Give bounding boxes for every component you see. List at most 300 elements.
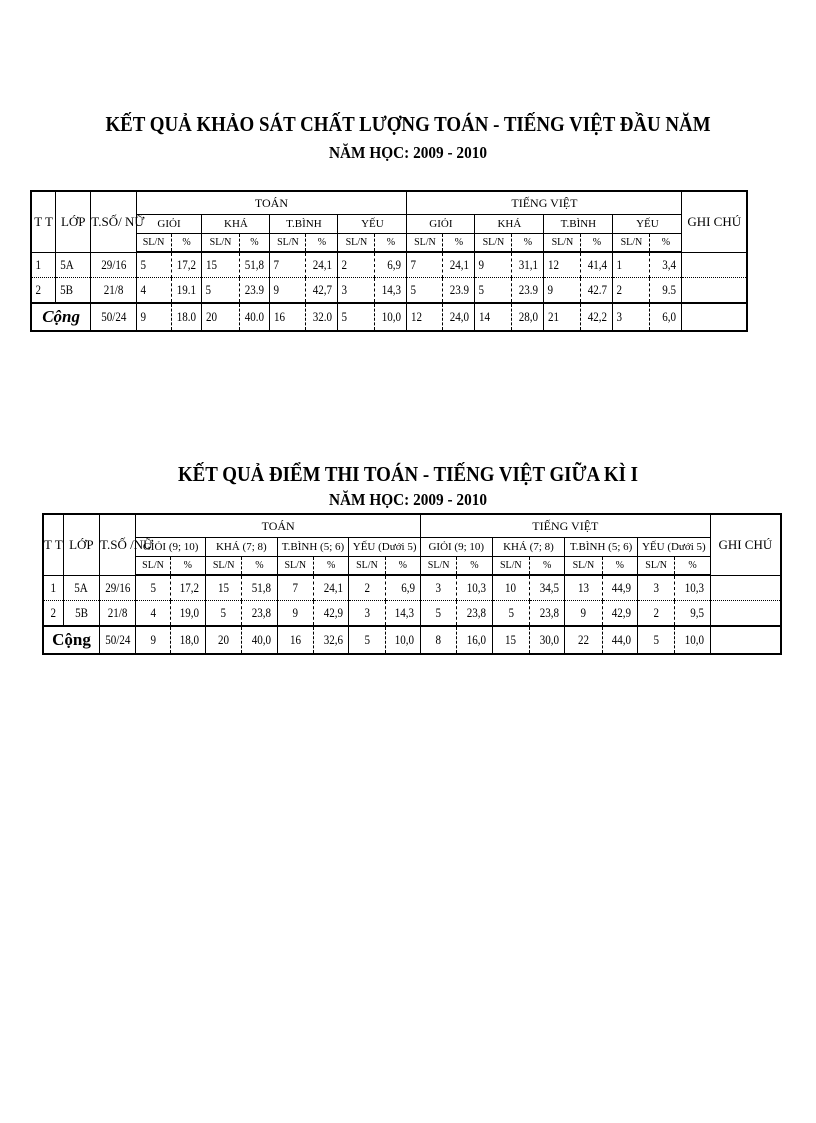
percent-cell (306, 252, 338, 278)
cell-value: 42,9 (323, 605, 343, 620)
percent-cell (385, 626, 420, 654)
count-cell (136, 575, 170, 601)
percent-header: % (242, 557, 277, 576)
cell-value: 10,0 (394, 632, 415, 647)
row-total (91, 252, 136, 278)
row-index (43, 601, 63, 627)
cell-value: 15 (206, 257, 218, 272)
cell-value: 30,0 (539, 632, 559, 647)
count-cell (407, 303, 443, 331)
cell-value: 42,7 (312, 282, 332, 297)
cell-value: 9.5 (662, 282, 677, 297)
level-header-row (43, 538, 781, 557)
math-group-header: TOÁN (136, 191, 407, 215)
cell-value: 5 (140, 257, 146, 272)
notes-cell (710, 626, 781, 654)
count-cell (475, 303, 512, 331)
count-cell (613, 252, 650, 278)
survey1-subtitle: NĂM HỌC: 2009 - 2010 (328, 143, 488, 162)
percent-header: % (581, 234, 613, 253)
row-class (56, 252, 91, 278)
survey2-title: KẾT QUẢ ĐIỂM THI TOÁN - TIẾNG VIỆT GIỮA KÌ I (177, 462, 639, 486)
cell-value: 18.0 (176, 309, 196, 324)
row-class (63, 601, 99, 627)
percent-cell (457, 601, 492, 627)
count-header: SL/N (136, 234, 171, 253)
percent-cell (375, 303, 407, 331)
col-tt-header: T T (43, 514, 63, 575)
row-index-value: 1 (50, 579, 57, 595)
col-notes-header: GHI CHÚ (710, 514, 781, 575)
percent-cell (602, 626, 637, 654)
survey2-table (42, 513, 782, 655)
count-cell (205, 626, 241, 654)
percent-header: % (306, 234, 338, 253)
col-class-header: LỚP (56, 191, 91, 252)
cell-value: 22 (577, 632, 589, 647)
level-header: KHÁ (7; 8) (492, 538, 565, 557)
count-header: SL/N (349, 557, 385, 576)
cell-value: 10,3 (466, 580, 486, 595)
cell-value: 3,4 (662, 257, 677, 272)
level-header: T.BÌNH (5; 6) (277, 538, 349, 557)
count-cell (277, 575, 313, 601)
percent-cell (306, 303, 338, 331)
percent-cell (306, 278, 338, 304)
cell-value: 15 (505, 632, 517, 647)
percent-header: % (650, 234, 682, 253)
cell-value: 2 (364, 580, 370, 595)
count-cell (136, 252, 171, 278)
percent-cell (512, 252, 544, 278)
cell-value: 3 (435, 580, 442, 595)
header-row (31, 191, 747, 215)
row-class-value: 5A (74, 579, 89, 595)
cell-value: 2 (341, 257, 348, 272)
cell-value: 24,1 (312, 257, 332, 272)
percent-cell (385, 601, 420, 627)
percent-cell (581, 252, 613, 278)
percent-cell (457, 626, 492, 654)
col-total-header: T.SỐ/ NỮ (91, 191, 136, 252)
cell-value: 9 (150, 632, 156, 647)
level-header: T.BÌNH (5; 6) (565, 538, 638, 557)
count-cell (338, 278, 375, 304)
percent-cell (242, 626, 277, 654)
percent-cell (529, 601, 564, 627)
level-header: GIỎI (136, 215, 202, 234)
cell-value: 40,0 (251, 632, 271, 647)
cell-value: 9 (547, 282, 554, 297)
count-header: SL/N (637, 557, 674, 576)
cell-value: 16 (274, 309, 286, 324)
count-header: SL/N (277, 557, 313, 576)
cell-value: 6,9 (387, 257, 402, 272)
cell-value: 32,6 (323, 632, 343, 647)
percent-cell (170, 601, 205, 627)
cell-value: 5 (364, 632, 370, 647)
cell-value: 5 (508, 605, 514, 620)
total-row (31, 303, 747, 331)
count-header: SL/N (492, 557, 529, 576)
cell-value: 16,0 (466, 632, 486, 647)
percent-cell (581, 303, 613, 331)
cell-value: 9,5 (690, 605, 705, 620)
cell-value: 17,2 (179, 580, 200, 595)
level-header: KHÁ (475, 215, 544, 234)
row-total (100, 601, 136, 627)
cell-value: 42.7 (587, 282, 607, 297)
table-row (31, 278, 747, 304)
count-cell (205, 575, 241, 601)
level-header: YẾU (Dưới 5) (349, 538, 421, 557)
cell-value: 14,3 (381, 282, 401, 297)
percent-header: % (171, 234, 202, 253)
row-class-value: 5B (74, 605, 88, 620)
cell-value: 5 (150, 580, 156, 595)
cell-value: 20 (218, 632, 230, 647)
level-header: YẾU (Dưới 5) (637, 538, 710, 557)
cell-value: 13 (577, 580, 589, 595)
row-class-value: 5A (60, 256, 74, 272)
table-row (31, 252, 747, 278)
percent-cell (443, 252, 475, 278)
count-header: SL/N (205, 557, 241, 576)
count-header: SL/N (338, 234, 375, 253)
percent-header: % (313, 557, 348, 576)
percent-cell (457, 575, 492, 601)
cell-value: 5 (653, 632, 659, 647)
percent-cell (242, 601, 277, 627)
header-row (43, 514, 781, 538)
count-cell (613, 278, 650, 304)
cell-value: 10,0 (381, 309, 401, 324)
cell-value: 3 (653, 580, 659, 595)
cell-value: 4 (140, 282, 146, 297)
cell-value: 34,5 (539, 580, 559, 595)
level-header: GIỎI (9; 10) (420, 538, 492, 557)
count-cell (637, 601, 674, 627)
cell-value: 16 (289, 632, 301, 647)
percent-header: % (602, 557, 637, 576)
count-cell (565, 601, 602, 627)
level-header: KHÁ (7; 8) (205, 538, 277, 557)
total-label (31, 303, 91, 331)
count-cell (277, 626, 313, 654)
count-header: SL/N (136, 557, 170, 576)
col-tt-header: T T (31, 191, 56, 252)
cell-value: 5 (205, 282, 212, 297)
level-header: T.BÌNH (270, 215, 338, 234)
cell-value: 10 (505, 580, 517, 595)
unit-header-row (43, 557, 781, 576)
count-cell (270, 278, 306, 304)
cell-value: 23,8 (539, 605, 559, 620)
percent-header: % (170, 557, 205, 576)
survey2-subtitle: NĂM HỌC: 2009 - 2010 (328, 490, 488, 509)
cell-value: 20 (206, 309, 218, 324)
count-cell (492, 626, 529, 654)
cell-value: 24,0 (449, 309, 469, 324)
percent-cell (650, 252, 682, 278)
total-label-text: Cộng (52, 630, 91, 649)
cell-value: 3 (364, 605, 370, 620)
cell-value: 17,2 (176, 257, 196, 272)
count-cell (349, 601, 385, 627)
percent-cell (512, 278, 544, 304)
cell-value: 1 (616, 257, 623, 272)
count-cell (565, 575, 602, 601)
percent-cell (512, 303, 544, 331)
level-header: GIỎI (407, 215, 475, 234)
percent-cell (581, 278, 613, 304)
level-header: T.BÌNH (544, 215, 613, 234)
percent-cell (529, 626, 564, 654)
total-count (91, 303, 136, 331)
total-row (43, 626, 781, 654)
count-cell (270, 252, 306, 278)
cell-value: 24,1 (323, 580, 343, 595)
count-header: SL/N (565, 557, 602, 576)
cell-value: 44,0 (611, 632, 632, 647)
notes-cell (682, 278, 747, 304)
row-total-value: 21/8 (103, 282, 124, 297)
percent-header: % (239, 234, 270, 253)
percent-cell (375, 278, 407, 304)
row-total (100, 575, 136, 601)
cell-value: 8 (435, 632, 442, 647)
count-cell (338, 252, 375, 278)
level-header: YẾU (338, 215, 407, 234)
vietnamese-group-header: TIẾNG VIỆT (407, 191, 682, 215)
cell-value: 40.0 (244, 309, 264, 324)
cell-value: 12 (548, 257, 560, 272)
percent-cell (239, 252, 270, 278)
cell-value: 9 (478, 257, 485, 272)
cell-value: 7 (273, 257, 280, 272)
count-cell (136, 601, 170, 627)
count-header: SL/N (270, 234, 306, 253)
count-cell (407, 278, 443, 304)
col-total-header: T.SỐ /NỮ (100, 514, 136, 575)
percent-cell (313, 626, 348, 654)
total-count-value: 50/24 (100, 309, 126, 324)
count-cell (544, 252, 581, 278)
cell-value: 9 (273, 282, 280, 297)
row-class (56, 278, 91, 304)
row-index (31, 278, 56, 304)
survey1-title: KẾT QUẢ KHẢO SÁT CHẤT LƯỢNG TOÁN - TIẾNG VIỆT ĐẦU NĂM (105, 112, 711, 136)
total-label (43, 626, 100, 654)
row-total-value: 29/16 (105, 579, 131, 595)
count-header: SL/N (613, 234, 650, 253)
percent-cell (675, 575, 710, 601)
percent-cell (171, 303, 202, 331)
cell-value: 2 (616, 282, 623, 297)
count-cell (420, 575, 456, 601)
row-index (31, 252, 56, 278)
notes-cell (710, 601, 781, 627)
cell-value: 23.9 (244, 282, 264, 297)
count-header: SL/N (544, 234, 581, 253)
cell-value: 6,0 (662, 309, 677, 324)
row-index-value: 2 (50, 605, 57, 620)
cell-value: 23.9 (449, 282, 469, 297)
cell-value: 4 (150, 605, 156, 620)
cell-value: 15 (218, 580, 230, 595)
percent-cell (313, 601, 348, 627)
cell-value: 51,8 (251, 580, 271, 595)
cell-value: 51,8 (244, 257, 264, 272)
cell-value: 6,9 (400, 580, 415, 595)
cell-value: 32.0 (312, 309, 332, 324)
cell-value: 7 (292, 580, 299, 595)
percent-cell (675, 601, 710, 627)
count-header: SL/N (475, 234, 512, 253)
count-header: SL/N (202, 234, 239, 253)
percent-cell (375, 252, 407, 278)
percent-header: % (443, 234, 475, 253)
row-index-value: 2 (35, 282, 42, 297)
count-cell (544, 278, 581, 304)
cell-value: 24,1 (449, 257, 469, 272)
count-cell (492, 601, 529, 627)
table-row (43, 601, 781, 627)
row-total-value: 29/16 (100, 256, 126, 272)
col-class-header: LỚP (63, 514, 99, 575)
row-class (63, 575, 99, 601)
cell-value: 9 (292, 605, 299, 620)
cell-value: 5 (341, 309, 348, 324)
total-count (100, 626, 136, 654)
cell-value: 10,0 (684, 632, 705, 647)
count-cell (420, 626, 456, 654)
row-total (91, 278, 136, 304)
cell-value: 14,3 (394, 605, 415, 620)
cell-value: 41,4 (587, 257, 607, 272)
count-cell (637, 575, 674, 601)
cell-value: 5 (220, 605, 227, 620)
count-cell (202, 303, 239, 331)
percent-cell (650, 278, 682, 304)
cell-value: 28,0 (518, 309, 538, 324)
notes-cell (682, 252, 747, 278)
count-header: SL/N (420, 557, 456, 576)
count-cell (202, 278, 239, 304)
percent-header: % (529, 557, 564, 576)
percent-cell (170, 575, 205, 601)
percent-cell (675, 626, 710, 654)
row-total-value: 21/8 (107, 605, 128, 620)
col-notes-header: GHI CHÚ (682, 191, 747, 252)
cell-value: 9 (140, 309, 146, 324)
cell-value: 5 (478, 282, 485, 297)
notes-cell (710, 575, 781, 601)
count-cell (565, 626, 602, 654)
cell-value: 23,8 (466, 605, 486, 620)
cell-value: 3 (341, 282, 348, 297)
count-cell (338, 303, 375, 331)
row-index-value: 1 (35, 256, 42, 272)
cell-value: 18,0 (179, 632, 200, 647)
count-cell (544, 303, 581, 331)
row-class-value: 5B (60, 282, 74, 297)
count-header: SL/N (407, 234, 443, 253)
count-cell (202, 252, 239, 278)
count-cell (475, 278, 512, 304)
percent-cell (385, 575, 420, 601)
count-cell (492, 575, 529, 601)
cell-value: 12 (411, 309, 423, 324)
cell-value: 42,9 (611, 605, 632, 620)
count-cell (205, 601, 241, 627)
table-row (43, 575, 781, 601)
notes-cell (682, 303, 747, 331)
percent-header: % (457, 557, 492, 576)
cell-value: 3 (616, 309, 623, 324)
percent-cell (239, 278, 270, 304)
cell-value: 23,8 (251, 605, 271, 620)
cell-value: 19,0 (179, 605, 200, 620)
percent-cell (443, 303, 475, 331)
count-cell (270, 303, 306, 331)
count-cell (407, 252, 443, 278)
cell-value: 19.1 (176, 282, 196, 297)
count-cell (136, 278, 171, 304)
cell-value: 10,3 (684, 580, 705, 595)
count-cell (349, 575, 385, 601)
percent-cell (171, 252, 202, 278)
count-cell (637, 626, 674, 654)
percent-cell (443, 278, 475, 304)
level-header: KHÁ (202, 215, 270, 234)
cell-value: 7 (410, 257, 417, 272)
count-cell (136, 303, 171, 331)
cell-value: 31,1 (518, 257, 538, 272)
unit-header-row (31, 234, 747, 253)
cell-value: 9 (580, 605, 587, 620)
percent-cell (313, 575, 348, 601)
total-label-text: Cộng (42, 307, 81, 326)
percent-cell (602, 575, 637, 601)
count-cell (475, 252, 512, 278)
vietnamese-group-header: TIẾNG VIỆT (420, 514, 710, 538)
count-cell (420, 601, 456, 627)
percent-cell (171, 278, 202, 304)
percent-cell (242, 575, 277, 601)
count-cell (613, 303, 650, 331)
cell-value: 2 (653, 605, 659, 620)
level-header: YẾU (613, 215, 682, 234)
percent-cell (529, 575, 564, 601)
percent-cell (239, 303, 270, 331)
count-cell (277, 601, 313, 627)
cell-value: 42,2 (587, 309, 607, 324)
count-cell (136, 626, 170, 654)
count-cell (349, 626, 385, 654)
percent-header: % (675, 557, 710, 576)
cell-value: 5 (410, 282, 417, 297)
percent-header: % (385, 557, 420, 576)
percent-header: % (375, 234, 407, 253)
percent-cell (602, 601, 637, 627)
percent-cell (170, 626, 205, 654)
cell-value: 14 (479, 309, 491, 324)
survey1-table (30, 190, 748, 332)
cell-value: 5 (435, 605, 442, 620)
cell-value: 44,9 (611, 580, 632, 595)
cell-value: 21 (548, 309, 560, 324)
